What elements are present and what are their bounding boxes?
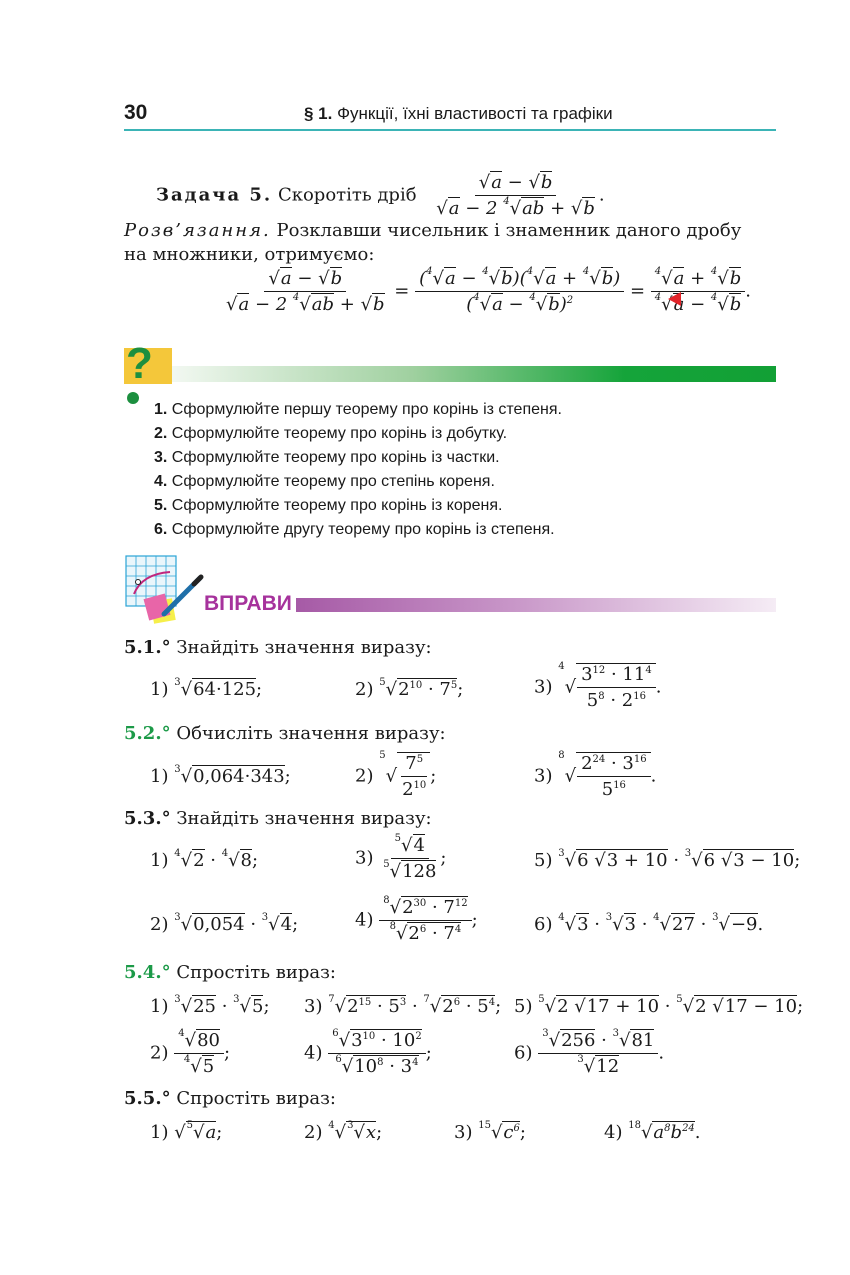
task-5: Задача 5. Скоротіть дріб $\frac{√a - √b}{√a - 2 ^4√ab + √b}$ . [156,172,605,219]
question-mark-icon: ? [126,339,153,388]
exercise-5-3-part-2: 2) $^3$√0,054 · $^3$√4; [150,912,299,935]
exercise-5-2-part-2: 2) $^5$√ $\frac{7^5}{2^{10}}$ ; [355,750,437,800]
question-list [154,398,562,542]
exercise-5-4-part-3: 3) $^7√2^{15} \cdot 5^3 \cdot ^7√2^6 \cdot 5^4$; [304,994,502,1017]
exercise-5-1-heading: 5.1.° Знайдіть значення виразу: [124,637,432,658]
solution-formula: $\frac{√a - √b}{√a - 2 ^4√ab + √b}$ = $\frac{(^4√a - ^4√b)(^4√a + ^4√b)}{(^4√a - ^4√b)^2}$ = $\frac{^4√a + ^4√b}{^4√a - ^4√b}$ . [226,266,752,315]
exercise-5-3-part-6: 6) $^4$√3 · $^3$√3 · $^4$√27 · $^3$√−9. [534,912,764,935]
exercise-5-5-part-1: 1) √$^5$√a; [150,1120,223,1143]
task-label: Задача 5. [156,184,273,206]
exercise-5-4-part-5: 5) $^5$√2 √17 + 10 · $^5$√2 √17 − 10; [514,994,804,1017]
exercise-5-2-part-1: 1) $^3$√0,064·343; [150,764,291,787]
question-item: 3. Сформулюйте теорему про корінь із частки. [154,449,500,466]
section-title: Функції, їхні властивості та графіки [337,104,613,123]
exercises-icon [124,554,204,626]
exercise-5-4-part-1: 1) $^3$√25 · $^3$√5; [150,994,270,1017]
question-item: 1. Сформулюйте першу теорему про корінь із степеня. [154,401,562,418]
exercise-5-1-part-2: 2) $^5√2^{10} \cdot 7^5$; [355,677,464,700]
exercises-title: ВПРАВИ [204,592,292,615]
question-item: 2. Сформулюйте теорему про корінь із добутку. [154,425,508,442]
solution-paragraph [124,219,779,267]
question-item: 5. Сформулюйте теорему про корінь із кореня. [154,497,503,514]
exercise-5-3-part-1: 1) $^4$√2 · $^4$√8; [150,848,259,871]
exercise-5-4-heading: 5.4.° Спростіть вираз: [124,962,336,983]
question-bar [172,366,776,382]
solution-text-1: Розклавши чисельник і знаменник даного дробу [276,220,742,241]
exercise-5-5-part-3: 3) $^{15}√c^6$; [454,1120,526,1143]
exercise-5-3-part-4: 4) $\frac{^8√2^{30} \cdot 7^{12}}{^8√2^6 \cdot 7^4}$ ; [355,895,478,944]
exercise-5-5-heading: 5.5.° Спростіть вираз: [124,1088,336,1109]
question-item: 4. Сформулюйте теорему про степінь кореня. [154,473,495,490]
exercise-5-2-part-3: 3) $^8$√ $\frac{2^{24} \cdot 3^{16}}{5^{16}}$ . [534,750,657,800]
section-mark: § 1. [304,104,333,123]
section-header [304,104,613,124]
header-rule [124,129,776,131]
exercise-5-1-part-1: 1) $^3$√64·125; [150,677,263,700]
solution-label: Розв’язання. [124,220,271,241]
exercise-5-3-part-3: 3) $\frac{^5√4}{^5√128}$ ; [355,833,447,882]
exercise-5-4-part-2: 2) $\frac{^4√80}{^4√5}$ ; [150,1028,231,1077]
exercise-5-2-heading: 5.2.° Обчисліть значення виразу: [124,723,446,744]
page-number: 30 [124,101,148,124]
exercise-5-3-part-5: 5) $^3$√6 √3 + 10 · $^3$√6 √3 − 10; [534,848,801,871]
question-dot [127,392,139,404]
exercise-5-5-part-4: 4) $^{18}√a^8b^{24}$. [604,1120,701,1143]
exercise-5-4-part-4: 4) $\frac{^6√3^{10} \cdot 10^2}{^6√10^8 \cdot 3^4}$ ; [304,1028,432,1077]
exercise-5-4-part-6: 6) $\frac{^3√256 \cdot ^3√81}{^3√12}$ . [514,1028,665,1077]
solution-text-2: на множники, отримуємо: [124,244,375,265]
task-text: Скоротіть дріб [277,184,417,206]
exercise-5-3-heading: 5.3.° Знайдіть значення виразу: [124,808,432,829]
end-of-solution-marker [668,292,681,306]
question-item: 6. Сформулюйте другу теорему про корінь із степеня. [154,521,555,538]
exercise-5-5-part-2: 2) $^4$√$^3$√x; [304,1120,383,1143]
exercise-5-1-part-3: 3) $^4$√ $\frac{3^{12} \cdot 11^4}{5^8 \cdot 2^{16}}$ . [534,661,662,711]
task-fraction: $\frac{√a - √b}{√a - 2 ^4√ab + √b}$ [436,172,595,219]
exercises-bar [296,598,776,612]
